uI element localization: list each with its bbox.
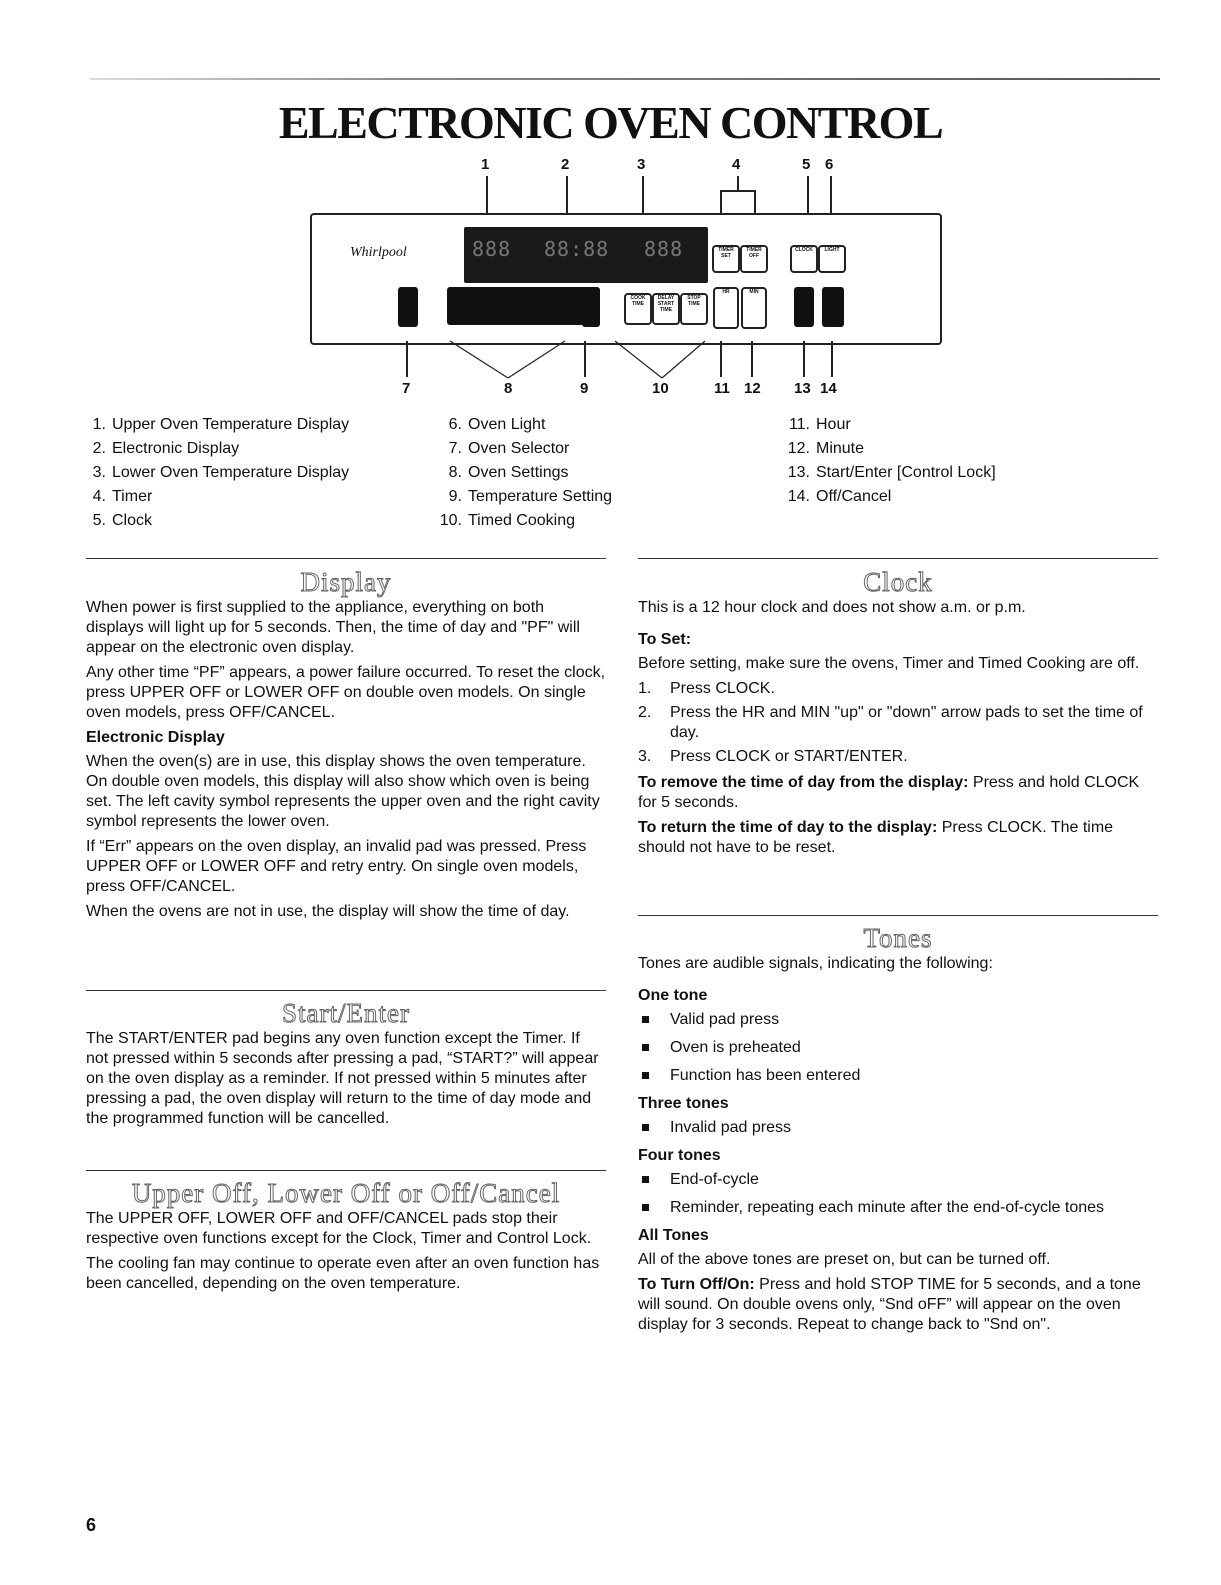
timer-set-pad[interactable]: TIMER SET [712,245,740,273]
paragraph: If “Err” appears on the oven display, an invalid pad was pressed. Press UPPER OFF or LOWER OFF and retry entry. On single oven models, press OFF/CANCEL. [86,838,587,895]
section-title: Upper Off, Lower Off or Off/Cancel [131,1178,561,1208]
legend-item: 11. Hour [788,416,851,433]
tones-section [638,923,1158,1340]
callout-5: 5 [802,156,811,173]
paragraph: The START/ENTER pad begins any oven function except the Timer. If not pressed within 5 seconds after pressing a pad, “START?” will appear on the oven display as a reminder. If not pressed within 5 minutes after pressing a pad, the oven display will return to the time of day mode and the programmed function will be cancelled. [86,1030,599,1127]
section-title: Clock [863,567,933,597]
paragraph: To remove the time of day from the display: Press and hold CLOCK for 5 seconds. [638,774,1140,811]
list-item: Oven is preheated [638,1038,1158,1058]
legend-item: 13. Start/Enter [Control Lock] [787,464,996,481]
diagonal-leaders [300,150,950,400]
upper-temp-digits: 888 [472,237,512,261]
timer-off-pad[interactable]: TIMER OFF [740,245,768,273]
callout-14: 14 [820,380,837,397]
legend-item: 14. Off/Cancel [787,488,892,505]
bullet-list [638,1010,1158,1086]
list-item: 1. Press CLOCK. [638,680,775,697]
paragraph: The cooling fan may continue to operate even after an oven function has been cancelled, depending on the oven temperature. [86,1255,600,1292]
callout-11: 11 [714,380,730,397]
delay-start-time-pad[interactable]: DELAY START TIME [652,293,680,325]
list-item: Invalid pad press [638,1118,1158,1138]
legend-item: 3. Lower Oven Temperature Display [92,464,350,481]
callout-3: 3 [637,156,646,173]
paragraph: When the oven(s) are in use, this display shows the oven temperature. On double oven models, this display will also show which oven is being set. The left cavity symbol represents the upper oven and the right cavity symbol represents the lower oven. [86,753,600,830]
section-rule [86,558,606,559]
paragraph: Tones are audible signals, indicating the following: [638,955,993,972]
legend-item: 4. Timer [92,488,153,505]
subheading: One tone [638,987,708,1004]
subheading: All Tones [638,1227,709,1244]
upper-off-section [86,1178,606,1299]
legend-item: 2. Electronic Display [92,440,240,457]
bullet-list [638,1118,1158,1138]
paragraph: To Turn Off/On: Press and hold STOP TIME for 5 seconds, and a tone will sound. On double ovens only, “Snd oFF” will appear on the oven display for 3 seconds. Repeat to change back to "Snd on". [638,1276,1141,1333]
paragraph: When the ovens are not in use, the display will show the time of day. [86,903,570,920]
section-rule [638,915,1158,916]
callout-8: 8 [504,380,513,397]
legend-item: 7. Oven Selector [448,440,570,457]
list-item: Function has been entered [638,1066,1158,1086]
stop-time-pad[interactable]: STOP TIME [680,293,708,325]
callout-10: 10 [652,380,669,397]
clock-steps [638,679,1158,767]
list-item: Valid pad press [638,1010,1158,1030]
paragraph: Before setting, make sure the ovens, Timer and Timed Cooking are off. [638,655,1140,672]
legend-item: 5. Clock [92,512,153,529]
callout-12: 12 [744,380,761,397]
bullet-list [638,1170,1158,1218]
start-enter-section [86,998,606,1134]
callout-6: 6 [825,156,834,173]
subheading: Three tones [638,1095,729,1112]
paragraph: When power is first supplied to the appliance, everything on both displays will light up for 5 seconds. Then, the time of day and "PF" will appear on the electronic oven display. [86,599,580,656]
section-rule [86,990,606,991]
legend-item: 10. Timed Cooking [439,512,576,529]
callout-4: 4 [732,156,741,173]
legend-column-2 [436,413,612,533]
hour-pad[interactable]: HR [713,287,739,329]
list-item: Reminder, repeating each minute after the end-of-cycle tones [638,1198,1158,1218]
legend-column-3 [784,413,996,509]
whirlpool-logo: Whirlpool [350,245,407,260]
section-title: Start/Enter [282,998,410,1028]
cook-time-pad[interactable]: COOK TIME [624,293,652,325]
clock-digits: 88:88 [544,237,610,261]
top-rule [90,78,1160,80]
paragraph: This is a 12 hour clock and does not show a.m. or p.m. [638,599,1026,616]
paragraph: All of the above tones are preset on, but can be turned off. [638,1251,1051,1268]
display-section [86,567,606,927]
clock-section [638,567,1158,863]
paragraph: To return the time of day to the display: Press CLOCK. The time should not have to be reset. [638,819,1114,856]
legend-column-1 [80,413,349,533]
callout-2: 2 [561,156,570,173]
legend-item: 9. Temperature Setting [448,488,613,505]
paragraph: The UPPER OFF, LOWER OFF and OFF/CANCEL pads stop their respective oven functions except for the Clock, Timer and Control Lock. [86,1210,592,1247]
minute-pad[interactable]: MIN [741,287,767,329]
legend-item: 8. Oven Settings [448,464,569,481]
paragraph: Any other time “PF” appears, a power failure occurred. To reset the clock, press UPPER OFF or LOWER OFF on double oven models. On single oven models, press OFF/CANCEL. [86,664,606,721]
list-item: 2. Press the HR and MIN "up" or "down" arrow pads to set the time of day. [638,704,1143,741]
callout-13: 13 [794,380,811,397]
section-rule [86,1170,606,1171]
legend-item: 6. Oven Light [448,416,546,433]
page-title: ELECTRONIC OVEN CONTROL [278,97,943,148]
legend-item: 1. Upper Oven Temperature Display [92,416,350,433]
section-title: Display [300,567,392,597]
subheading: To Set: [638,631,692,648]
section-title: Tones [863,923,933,953]
control-panel-diagram [300,150,950,400]
page-number: 6 [86,1515,97,1535]
list-item: 3. Press CLOCK or START/ENTER. [638,748,908,765]
subheading: Electronic Display [86,729,225,746]
lower-temp-digits: 888 [644,237,684,261]
subheading: Four tones [638,1147,721,1164]
callout-9: 9 [580,380,589,397]
callout-1: 1 [481,156,490,173]
light-pad[interactable]: LIGHT [818,245,846,273]
clock-pad[interactable]: CLOCK [790,245,818,273]
list-item: End-of-cycle [638,1170,1158,1190]
callout-7: 7 [402,380,411,397]
legend-item: 12. Minute [787,440,865,457]
section-rule [638,558,1158,559]
